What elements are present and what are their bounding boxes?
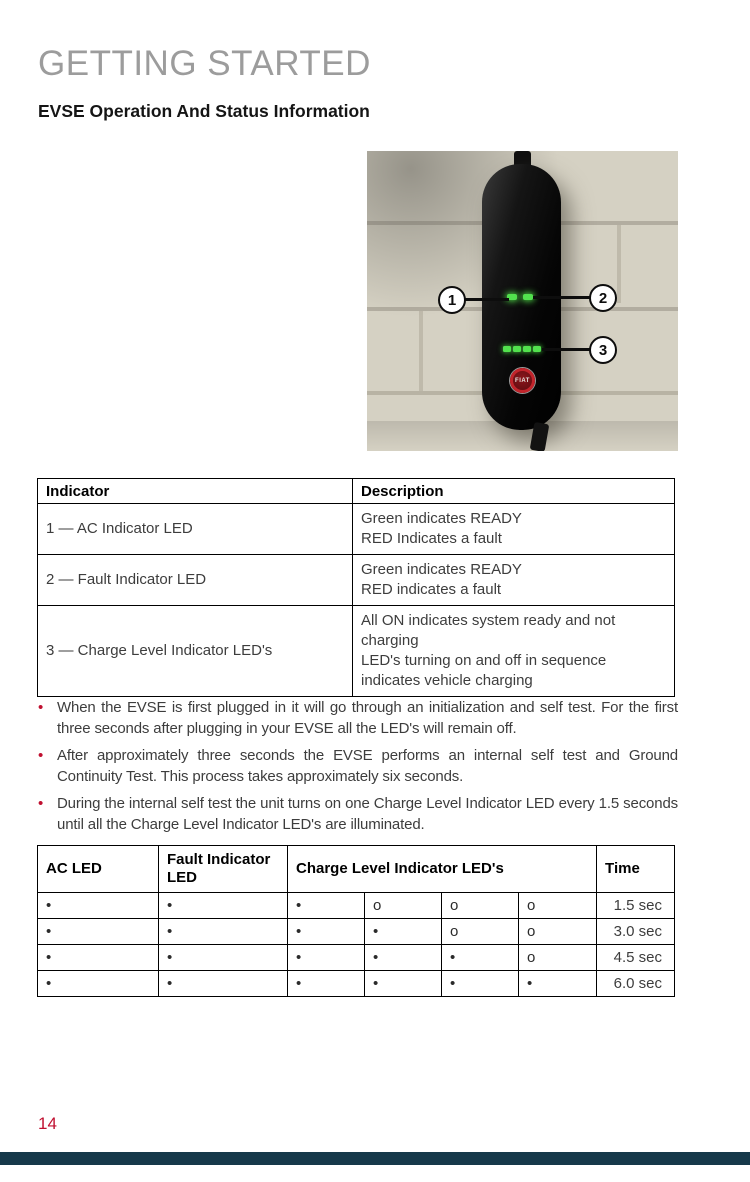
callout-1-number: 1 bbox=[447, 291, 457, 309]
section-title: EVSE Operation And Status Information bbox=[38, 101, 370, 121]
charge-level-leds bbox=[503, 346, 541, 352]
led-state-cell: • bbox=[38, 945, 159, 971]
page-number: 14 bbox=[38, 1114, 57, 1133]
page-title: GETTING STARTED bbox=[38, 44, 371, 83]
led-state-cell: • bbox=[38, 893, 159, 919]
description-cell bbox=[353, 555, 675, 606]
led-state-cell: • bbox=[365, 971, 442, 997]
description-cell bbox=[353, 504, 675, 555]
time-cell: 3.0 sec bbox=[597, 919, 675, 945]
sequence-row bbox=[38, 945, 675, 971]
charge-led-segment bbox=[503, 346, 511, 352]
led-state-cell: • bbox=[288, 971, 365, 997]
callout-3 bbox=[589, 336, 617, 364]
notes-list bbox=[38, 697, 678, 841]
bullet-marker: • bbox=[38, 747, 44, 764]
table-row bbox=[38, 606, 675, 697]
led-state-cell: o bbox=[519, 893, 597, 919]
description-line: RED indicates a fault bbox=[361, 581, 502, 598]
description-line: All ON indicates system ready and not charging bbox=[361, 612, 616, 649]
fiat-logo bbox=[510, 368, 535, 393]
charge-led-segment bbox=[513, 346, 521, 352]
time-header: Time bbox=[597, 846, 675, 893]
callout-1 bbox=[438, 286, 466, 314]
callout-line-3 bbox=[542, 348, 591, 351]
note-text: When the EVSE is first plugged in it will go through an initialization and self test. For the first three seconds after plugging in your EVSE all the LED's will remain off. bbox=[57, 699, 678, 737]
footer-bar bbox=[0, 1152, 750, 1165]
led-state-cell: • bbox=[159, 919, 288, 945]
led-state-cell: • bbox=[159, 945, 288, 971]
led-state-cell: o bbox=[519, 945, 597, 971]
note-text: During the internal self test the unit turns on one Charge Level Indicator LED every 1.5 seconds until all the Charge Level Indicator LED's are illuminated. bbox=[57, 795, 678, 833]
led-state-cell: o bbox=[442, 919, 519, 945]
ac-led-header: AC LED bbox=[38, 846, 159, 893]
led-state-cell: • bbox=[288, 945, 365, 971]
charge-led-header: Charge Level Indicator LED's bbox=[288, 846, 597, 893]
note-item bbox=[38, 745, 678, 787]
bullet-marker: • bbox=[38, 699, 44, 716]
led-state-cell: • bbox=[365, 919, 442, 945]
led-state-cell: • bbox=[288, 893, 365, 919]
charge-led-segment bbox=[533, 346, 541, 352]
callout-line-1 bbox=[464, 298, 509, 301]
note-item bbox=[38, 697, 678, 739]
time-cell: 4.5 sec bbox=[597, 945, 675, 971]
note-text: After approximately three seconds the EVSE performs an internal self test and Ground Continuity Test. This process takes approximately six seconds. bbox=[57, 747, 678, 785]
led-state-cell: • bbox=[365, 945, 442, 971]
indicator-cell: 2 — Fault Indicator LED bbox=[38, 555, 353, 606]
description-line: LED's turning on and off in sequence indicates vehicle charging bbox=[361, 652, 607, 689]
description-cell bbox=[353, 606, 675, 697]
sequence-row bbox=[38, 971, 675, 997]
led-state-cell: o bbox=[365, 893, 442, 919]
indicator-cell: 3 — Charge Level Indicator LED's bbox=[38, 606, 353, 697]
indicator-table bbox=[37, 478, 675, 697]
note-item bbox=[38, 793, 678, 835]
indicator-column-header: Indicator bbox=[38, 479, 353, 504]
sequence-row bbox=[38, 919, 675, 945]
fiat-logo-text: FIAT bbox=[515, 377, 530, 384]
led-sequence-table bbox=[37, 845, 675, 997]
fault-indicator-led bbox=[523, 294, 533, 300]
description-line: Green indicates READY bbox=[361, 561, 522, 578]
led-state-cell: • bbox=[159, 893, 288, 919]
callout-3-number: 3 bbox=[598, 341, 608, 359]
sequence-table-header-row bbox=[38, 846, 675, 893]
charge-led-segment bbox=[523, 346, 531, 352]
time-cell: 1.5 sec bbox=[597, 893, 675, 919]
callout-2 bbox=[589, 284, 617, 312]
evse-figure bbox=[367, 151, 678, 451]
description-column-header: Description bbox=[353, 479, 675, 504]
led-state-cell: • bbox=[519, 971, 597, 997]
indicator-table-header-row bbox=[38, 479, 675, 504]
led-state-cell: • bbox=[442, 971, 519, 997]
led-state-cell: o bbox=[519, 919, 597, 945]
time-cell: 6.0 sec bbox=[597, 971, 675, 997]
sequence-row bbox=[38, 893, 675, 919]
callout-2-number: 2 bbox=[598, 289, 608, 307]
callout-line-2 bbox=[533, 296, 591, 299]
led-state-cell: • bbox=[159, 971, 288, 997]
description-line: Green indicates READY bbox=[361, 510, 522, 527]
indicator-cell: 1 — AC Indicator LED bbox=[38, 504, 353, 555]
led-state-cell: • bbox=[288, 919, 365, 945]
led-state-cell: o bbox=[442, 893, 519, 919]
fault-led-header: Fault Indicator LED bbox=[159, 846, 288, 893]
led-state-cell: • bbox=[38, 971, 159, 997]
table-row bbox=[38, 555, 675, 606]
led-state-cell: • bbox=[38, 919, 159, 945]
led-state-cell: • bbox=[442, 945, 519, 971]
description-line: RED Indicates a fault bbox=[361, 530, 502, 547]
bullet-marker: • bbox=[38, 795, 44, 812]
table-row bbox=[38, 504, 675, 555]
